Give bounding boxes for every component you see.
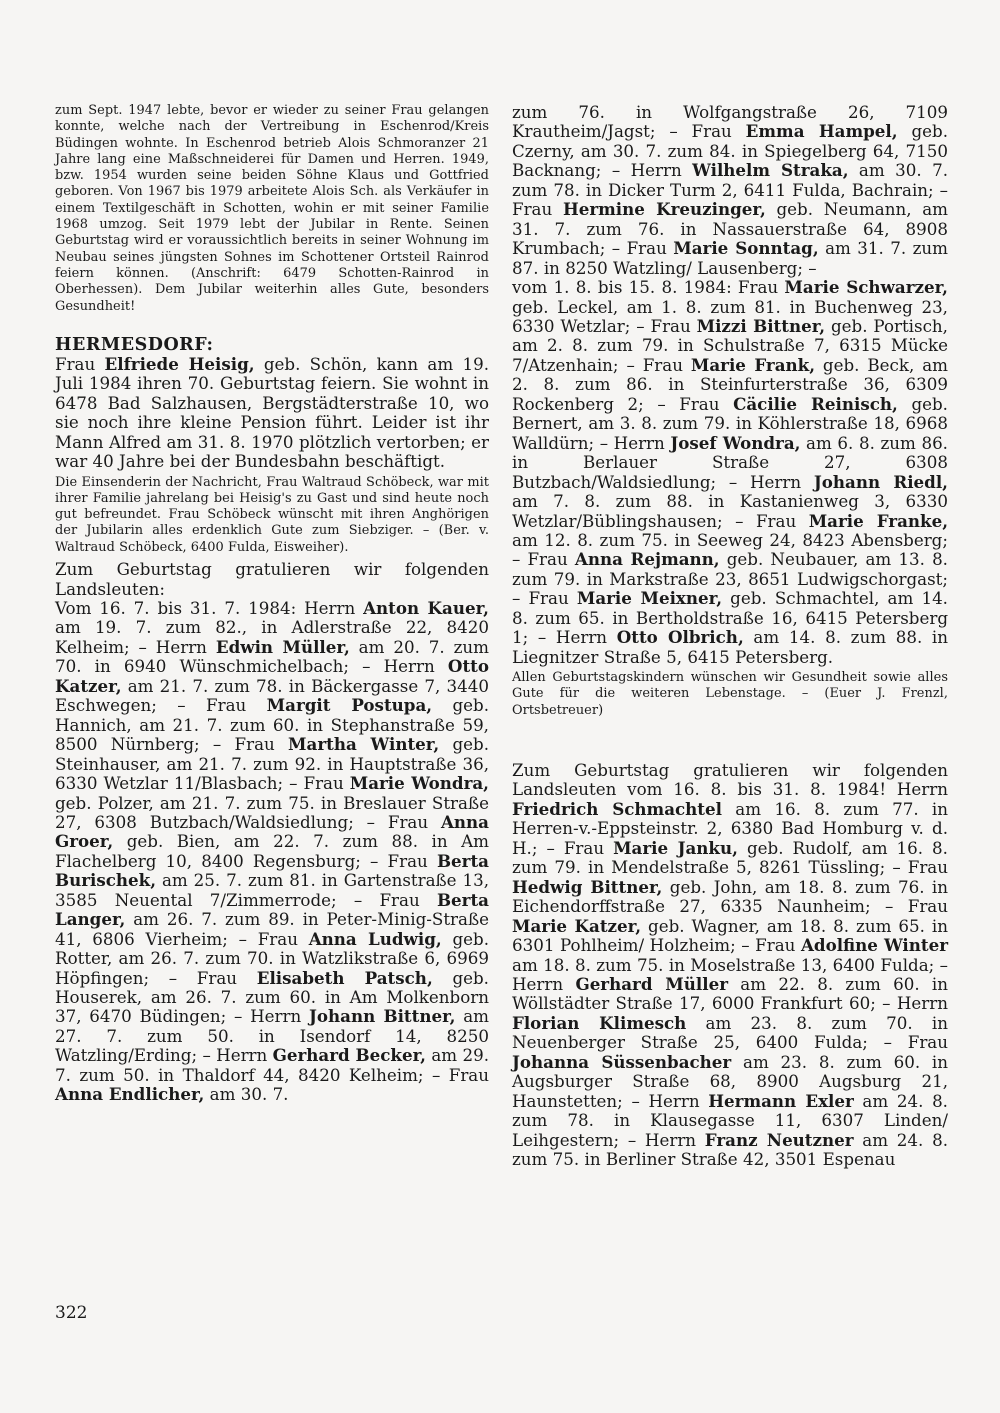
person-name: Gerhard Müller [575,974,728,995]
person-name: Marie Meixner, [576,588,723,609]
intro-paragraph: zum Sept. 1947 lebte, bevor er wieder zu seiner Frau gelangen konnte, welche nach der Vertreibung in Eschenrod/Kreis Büdingen wohnte. In Eschenrod betrieb Alois Schmoranzer 21 Jahre lang eine Maßschneiderei für Damen und Herren. 1949, bzw. 1954 wurden seine beiden Söhne Klaus und Gottfried geboren. Von 1967 bis 1979 arbeitete Alois Sch. als Verkäufer in einem Textilgeschäft in Schotten, wohin er mit seiner Familie 1968 umzog. Seit 1979 lebt der Jubilar in Rente. Seinen Geburtstag wird er voraussichtlich bereits in seiner Wohnung im Neubau seines jüngsten Sohnes im Schottener Ortsteil Rainrod feiern können. (Anschrift: 6479 Schotten-Rainrod in Oberhessen). Dem Jubilar weiterhin alles Gute, besonders Gesundheit! [55,103,489,314]
birthday-list-august: Zum Geburtstag gratulieren wir folgenden Landsleuten vom 16. 8. bis 31. 8. 1984! Herrn Friedrich Schmachtel am 16. 8. zum 77. in Herren-v.-Eppsteinstr. 2, 6380 Bad Homburg v. d. H.; – Frau Marie Janku, geb. Rudolf, am 16. 8. zum 79. in Mendelstraße 5, 8261 Tüssling; – Frau Hedwig Bittner, geb. John, am 18. 8. zum 76. in Eichendorffstraße 27, 6335 Naunheim; – Frau Marie Katzer, geb. Wagner, am 18. 8. zum 65. in 6301 Pohlheim/ Holzheim; – Frau Adolfine Winter am 18. 8. zum 75. in Moselstraße 13, 6400 Fulda; – Herrn Gerhard Müller am 22. 8. zum 60. in Wöllstädter Straße 17, 6000 Frankfurt 60; – Herrn Florian Klimesch am 23. 8. zum 70. in Neuenberger Straße 25, 6400 Fulda; – Frau Johanna Süssenbacher am 23. 8. zum 60. in Augsburger Straße 68, 8900 Augsburg 21, Haunstetten; – Herrn Hermann Exler am 24. 8. zum 78. in Klausegasse 11, 6307 Linden/ Leihgestern; – Herrn Franz Neutzner am 24. 8. zum 75. in Berliner Straße 42, 3501 Espenau [512,760,949,1170]
person-name: Hermine Kreuzinger, [562,199,766,220]
person-name: Johann Riedl, [813,471,948,492]
person-name: Anna Ludwig, [308,928,442,949]
person-name: Johanna Süssenbacher [512,1051,732,1072]
person-name: Mizzi Bittner, [696,315,826,336]
person-name: Friedrich Schmachtel [512,798,722,819]
section-heading-hermesdorf: HERMESDORF: [55,334,214,355]
person-name: Adolfine Winter [800,935,948,956]
left-column [55,103,489,1105]
person-name: Anna Rejmann, [574,549,720,570]
page-number: 322 [55,1303,88,1323]
person-name: Margit Postupa, [266,695,433,716]
person-name: Gerhard Becker, [272,1045,426,1066]
person-name: Marie Frank, [690,354,816,375]
person-name: Marie Janku, [613,837,738,858]
person-name: Marie Wondra, [349,773,489,794]
person-name: Anton Kauer, [363,597,489,618]
person-name: Otto Katzer, [55,656,489,696]
person-name: Anna Groer, [55,811,489,852]
person-name: Marie Katzer, [512,915,642,936]
wishes-note: Allen Geburtstagskindern wünschen wir Gesundheit sowie alles Gute für die weiteren Lebenstage. – (Euer J. Frenzl, Ortsbetreuer) [512,670,948,718]
heisig-paragraph: Frau Elfriede Heisig, geb. Schön, kann am 19. Juli 1984 ihren 70. Geburtstag feiern. Sie wohnt in 6478 Bad Salzhausen, Bergstädterstraße 10, wo sie noch ihre kleine Pension führt. Leider ist ihr Mann Alfred am 31. 8. 1970 plötzlich vertorben; er war 40 Jahre bei der Bundesbahn beschäftigt. [55,353,490,472]
person-name: Edwin Müller, [215,636,350,657]
person-name: Marie Franke, [808,510,949,531]
person-name: Josef Wondra, [670,432,801,453]
person-name: Hermann Exler [708,1090,854,1111]
person-name: Elfriede Heisig, [104,353,255,374]
person-name: Johann Bittner, [308,1006,456,1027]
person-name: Marie Sonntag, [673,238,819,259]
person-name: Wilhelm Straka, [692,160,849,181]
person-name: Otto Olbrich, [616,627,744,648]
person-name: Emma Hampel, [745,121,898,142]
person-name: Hedwig Bittner, [512,876,663,897]
person-name: Berta Langer, [55,889,489,930]
person-name: Franz Neutzner [704,1129,854,1150]
birthday-list-continued: zum 76. in Wolfgangstraße 26, 7109 Krautheim/Jagst; – Frau Emma Hampel, geb. Czerny, am 30. 7. zum 84. in Spiegelberg 64, 7150 Backnang; – Herrn Wilhelm Straka, am 30. 7. zum 78. in Dicker Turm 2, 6411 Fulda, Bachrain; – Frau Hermine Kreuzinger, geb. Neumann, am 31. 7. zum 76. in Nassauerstraße 64, 8908 Krumbach; – Frau Marie Sonntag, am 31. 7. zum 87. in 8250 Watzling/ Lausenberg; – vom 1. 8. bis 15. 8. 1984: Frau Marie Schwarzer, geb. Leckel, am 1. 8. zum 81. in Buchenweg 23, 6330 Wetzlar; – Frau Mizzi Bittner, geb. Portisch, am 2. 8. zum 79. in Schulstraße 7, 6315 Mücke 7/Atzenhain; – Frau Marie Frank, geb. Beck, am 2. 8. zum 86. in Steinfurterstraße 36, 6309 Rockenberg 2; – Frau Cäcilie Reinisch, geb. Bernert, am 3. 8. zum 79. in Köhlerstraße 18, 6968 Walldürn; – Herrn Josef Wondra, am 6. 8. zum 86. in Berlauer Straße 27, 6308 Butzbach/Waldsiedlung; – Herrn Johann Riedl, am 7. 8. zum 88. in Kastanienweg 3, 6330 Wetzlar/Büblingshausen; – Frau Marie Franke, am 12. 8. zum 75. in Seeweg 24, 8423 Abensberg; – Frau Anna Rejmann, geb. Neubauer, am 13. 8. zum 79. in Markstraße 23, 8651 Ludwigschorgast; – Frau Marie Meixner, geb. Schmachtel, am 14. 8. zum 65. in Bertholdstraße 16, 6415 Petersberg 1; – Herrn Otto Olbrich, am 14. 8. zum 88. in Liegnitzer Straße 5, 6415 Petersberg. [512,102,949,667]
right-column [512,103,948,1170]
birthday-list-july: Zum Geburtstag gratulieren wir folgenden Landsleuten: Vom 16. 7. bis 31. 7. 1984: Herrn Anton Kauer, am 19. 7. zum 82., in Adlerstraße 22, 8420 Kelheim; – Herrn Edwin Müller, am 20. 7. zum 70. in 6940 Wünschmichelbach; – Herrn Otto Katzer, am 21. 7. zum 78. in Bäckergasse 7, 3440 Eschwegen; – Frau Margit Postupa, geb. Hannich, am 21. 7. zum 60. in Stephanstraße 59, 8500 Nürnberg; – Frau Martha Winter, geb. Steinhauser, am 21. 7. zum 92. in Hauptstraße 36, 6330 Wetzlar 11/Blasbach; – Frau Marie Wondra, geb. Polzer, am 21. 7. zum 75. in Breslauer Straße 27, 6308 Butzbach/Waldsiedlung; – Frau Anna Groer, geb. Bien, am 22. 7. zum 88. in Am Flachelberg 10, 8400 Regensburg; – Frau Berta Burischek, am 25. 7. zum 81. in Gartenstraße 13, 3585 Neuental 7/Zimmerrode; – Frau Berta Langer, am 26. 7. zum 89. in Peter-Minig-Straße 41, 6806 Vierheim; – Frau Anna Ludwig, geb. Rotter, am 26. 7. zum 70. in Watzlikstraße 6, 6969 Höpfingen; – Frau Elisabeth Patsch, geb. Houserek, am 26. 7. zum 60. in Am Molkenborn 37, 6470 Büdingen; – Herrn Johann Bittner, am 27. 7. zum 50. in Isendorf 14, 8250 Watzling/Erding; – Herrn Gerhard Becker, am 29. 7. zum 50. in Thaldorf 44, 8420 Kelheim; – Frau Anna Endlicher, am 30. 7. [55,559,490,1105]
sender-note: Die Einsenderin der Nachricht, Frau Waltraud Schöbeck, war mit ihrer Familie jahrelang bei Heisig's zu Gast und sind heute noch gut befreundet. Frau Schöbeck wünscht mit ihren Anghörigen der Jubilarin alles erdenklich Gute zum Siebziger. – (Ber. v. Waltraud Schöbeck, 6400 Fulda, Eisweiher). [55,474,489,555]
person-name: Florian Klimesch [512,1012,687,1033]
person-name: Anna Endlicher, [55,1084,205,1105]
person-name: Martha Winter, [288,734,440,755]
person-name: Berta Burischek, [55,850,489,891]
person-name: Elisabeth Patsch, [256,967,433,988]
person-name: Cäcilie Reinisch, [733,393,898,414]
person-name: Marie Schwarzer, [784,277,948,298]
